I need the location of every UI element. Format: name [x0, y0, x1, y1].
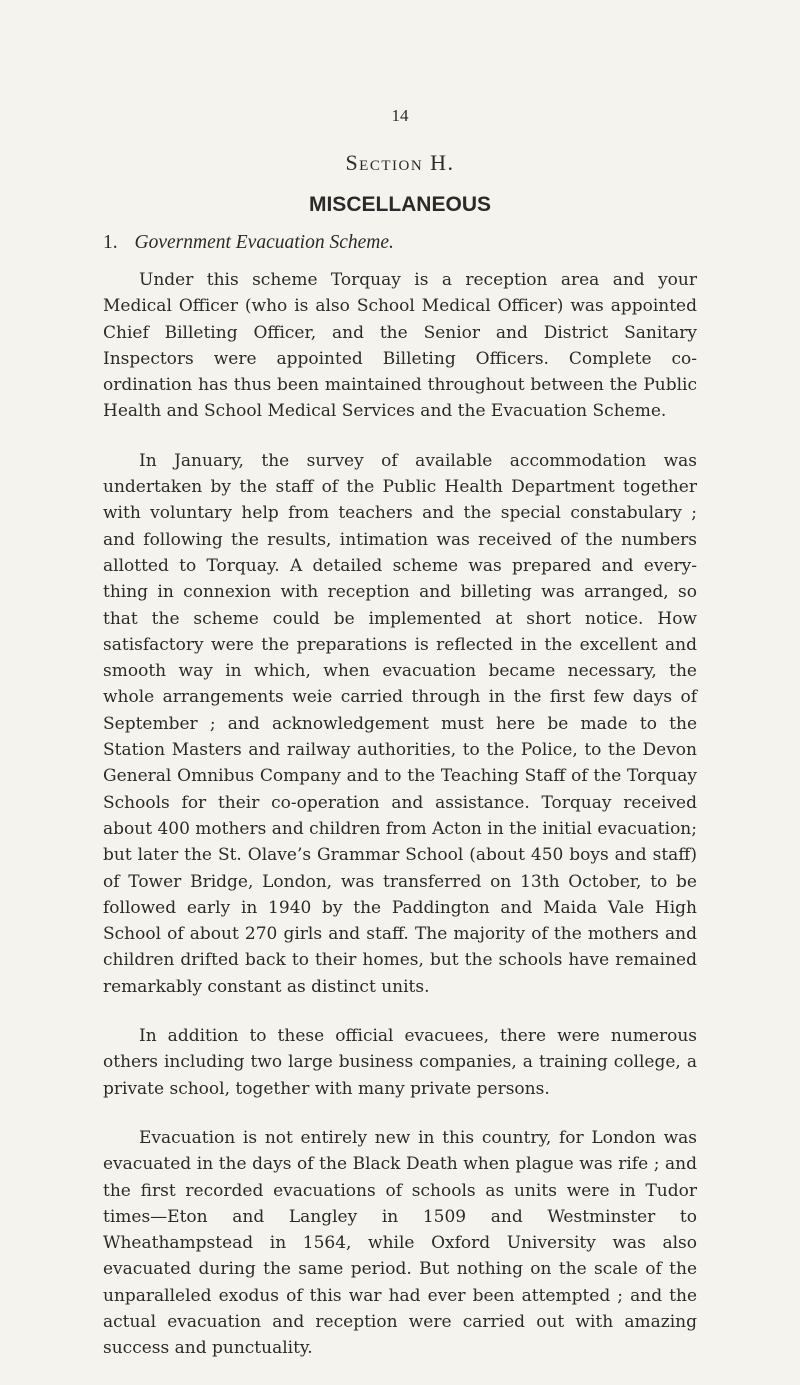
- paragraph: In January, the survey of available accommodation was undertaken by the staff of the Public Health Department together with voluntary help from teachers and the special constabulary ; and following the results, intimation was received of the numbers allotted to Torquay. A detailed scheme was prepared and every-thing in connexion with reception and billeting was arranged, so that the scheme could be implemented at short notice. How satisfactory were the preparations is reflected in the excellent and smooth way in which, when evacuation became necessary, the whole arrangements weie carried through in the first few days of September ; and acknowledgement must here be made to the Station Masters and railway authorities, to the Police, to the Devon General Omnibus Company and to the Teaching Staff of the Torquay Schools for their co-operation and assistance. Torquay received about 400 mothers and children from Acton in the initial evacuation; but later the St. Olave’s Grammar School (about 450 boys and staff) of Tower Bridge, London, was transferred on 13th October, to be followed early in 1940 by the Paddington and Maida Vale High School of about 270 girls and staff. The majority of the mothers and children drifted back to their homes, but the schools have remained remarkably constant as distinct units.: [103, 450, 697, 997]
- section-title: Section H.: [345, 150, 455, 175]
- paragraph: Evacuation is not entirely new in this country, for London was evacuated in the days of the Black Death when plague was rife ; and the first recorded evacuations of schools as units were in Tudor times—Eton and Langley in 1509 and Westminster to Wheathampstead in 1564, while Oxford University was also evacuated during the same period. But nothing on the scale of the unparalleled exodus of this war had ever been attempted ; and the actual evacuation and reception were carried out with amazing success and punctuality.: [103, 1127, 697, 1359]
- paragraph: Under this scheme Torquay is a reception area and your Medical Officer (who is also School Medical Officer) was appointed Chief Billeting Officer, and the Senior and District Sanitary Inspectors were appointed Billeting Officers. Complete co-ordination has thus been maintained throughout between the Public Health and School Medical Services and the Evacuation Scheme.: [103, 270, 697, 422]
- subsection-number: 1.: [103, 232, 118, 253]
- body-text: [103, 267, 697, 1385]
- subsection-title: Government Evacuation Scheme.: [134, 232, 394, 253]
- subsection-heading: [103, 232, 394, 254]
- paragraph: In addition to these official evacuees, there were numerous others including two large business companies, a training college, a private school, together with many private persons.: [103, 1026, 697, 1099]
- page-number: 14: [391, 106, 409, 125]
- page-heading: MISCELLANEOUS: [308, 193, 491, 216]
